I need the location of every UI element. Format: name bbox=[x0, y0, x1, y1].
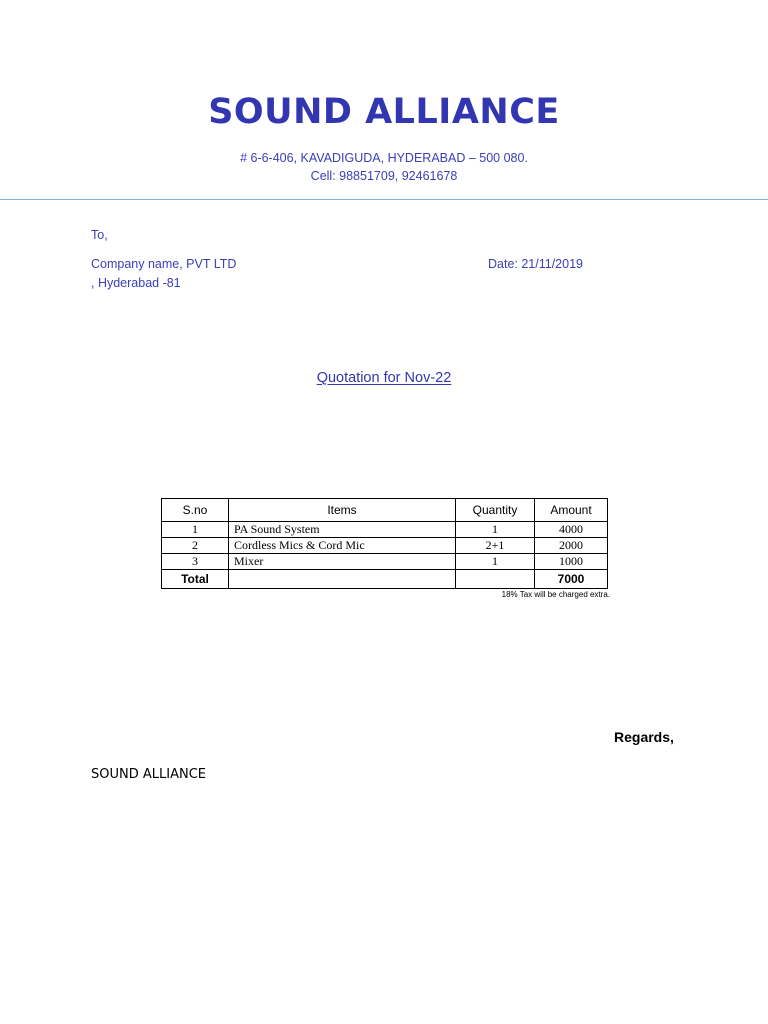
total-empty-cell bbox=[456, 570, 535, 589]
header-sno: S.no bbox=[162, 499, 229, 522]
total-empty-cell bbox=[229, 570, 456, 589]
header-quantity: Quantity bbox=[456, 499, 535, 522]
tax-note: 18% Tax will be charged extra. bbox=[501, 590, 610, 599]
recipient-company: Company name, PVT LTD bbox=[91, 257, 237, 271]
table-header-row bbox=[162, 499, 608, 522]
row-item: PA Sound System bbox=[229, 522, 456, 538]
signoff-company: SOUND ALLIANCE bbox=[91, 767, 206, 782]
company-phone: Cell: 98851709, 92461678 bbox=[310, 169, 458, 183]
header-items: Items bbox=[229, 499, 456, 522]
to-label: To, bbox=[91, 228, 108, 242]
total-amount: 7000 bbox=[535, 570, 608, 589]
header-amount: Amount bbox=[535, 499, 608, 522]
row-amount: 1000 bbox=[535, 554, 608, 570]
table-row bbox=[162, 554, 608, 570]
table-row bbox=[162, 538, 608, 554]
row-sno: 2 bbox=[162, 538, 229, 554]
quotation-table bbox=[161, 498, 608, 589]
header-divider bbox=[0, 199, 768, 200]
row-sno: 1 bbox=[162, 522, 229, 538]
total-label: Total bbox=[162, 570, 229, 589]
table-total-row bbox=[162, 570, 608, 589]
company-address: # 6-6-406, KAVADIGUDA, HYDERABAD – 500 080. bbox=[240, 151, 528, 165]
row-amount: 2000 bbox=[535, 538, 608, 554]
row-item: Cordless Mics & Cord Mic bbox=[229, 538, 456, 554]
row-quantity: 1 bbox=[456, 554, 535, 570]
row-sno: 3 bbox=[162, 554, 229, 570]
row-quantity: 2+1 bbox=[456, 538, 535, 554]
row-item: Mixer bbox=[229, 554, 456, 570]
row-amount: 4000 bbox=[535, 522, 608, 538]
quotation-title bbox=[0, 370, 768, 386]
recipient-city: , Hyderabad -81 bbox=[91, 276, 181, 290]
regards-text: Regards, bbox=[614, 729, 674, 745]
company-title: SOUND ALLIANCE bbox=[208, 92, 560, 132]
quotation-date: Date: 21/11/2019 bbox=[488, 257, 583, 271]
row-quantity: 1 bbox=[456, 522, 535, 538]
quotation-title-text: Quotation for Nov-22 bbox=[316, 370, 452, 386]
table-row bbox=[162, 522, 608, 538]
